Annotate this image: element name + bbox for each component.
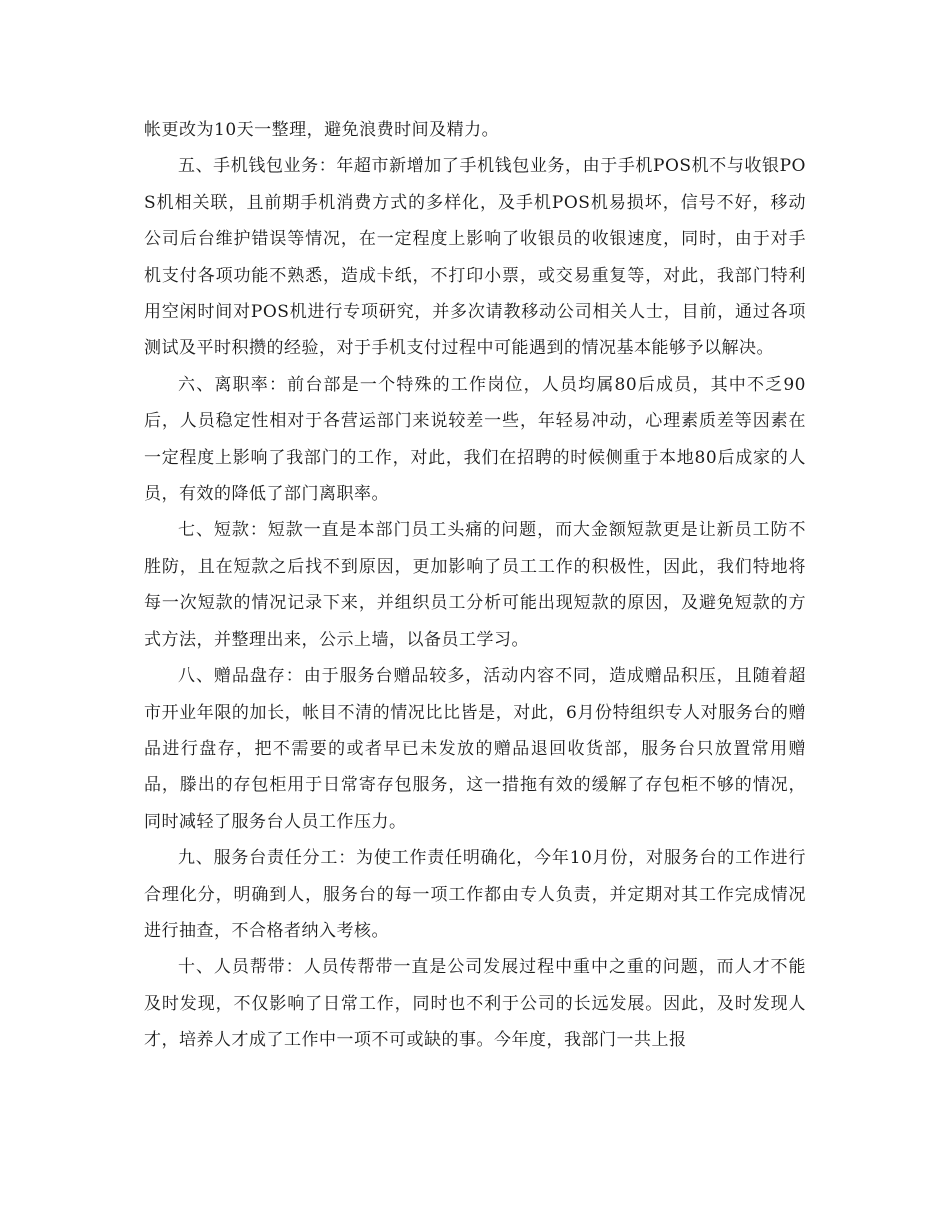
paragraph-mobile-wallet: 五、手机钱包业务：年超市新增加了手机钱包业务，由于手机POS机不与收银POS机相关联，且前期手机消费方式的多样化，及手机POS机易损坏，信号不好，移动公司后台维护错误等情况，在一定程度上影响了收银员的收银速度，同时，由于对手机支付各项功能不熟悉，造成卡纸，不打印小票，或交易重复等，对此，我部门特利用空闲时间对POS机进行专项研究，并多次请教移动公司相关人士，目前，通过各项测试及平时积攒的经验，对于手机支付过程中可能遇到的情况基本能够予以解决。 (144, 156, 806, 359)
paragraph-cash-shortage: 七、短款：短款一直是本部门员工头痛的问题，而大金额短款更是让新员工防不胜防，且在短款之后找不到原因，更加影响了员工工作的积极性，因此，我们特地将每一次短款的情况记录下来，并组织员工分析可能出现短款的原因，及避免短款的方式方法，并整理出来，公示上墙，以备员工学习。 (144, 520, 806, 650)
paragraph-staff-mentoring: 十、人员帮带：人员传帮带一直是公司发展过程中重中之重的问题，而人才不能及时发现，不仅影响了日常工作，同时也不利于公司的长远发展。因此，及时发现人才，培养人才成了工作中一项不可或缺的事。今年度，我部门一共上报 (144, 957, 806, 1051)
paragraph-continuation: 帐更改为10天一整理，避免浪费时间及精力。 (144, 120, 500, 140)
paragraph-turnover-rate: 六、离职率：前台部是一个特殊的工作岗位，人员均属80后成员，其中不乏90后，人员稳定性相对于各营运部门来说较差一些，年轻易冲动，心理素质差等因素在一定程度上影响了我部门的工作，对此，我们在招聘的时候侧重于本地80后成家的人员，有效的降低了部门离职率。 (144, 374, 806, 505)
document-page (144, 112, 806, 1059)
paragraph-gift-inventory: 八、赠品盘存：由于服务台赠品较多，活动内容不同，造成赠品积压，且随着超市开业年限的加长，帐目不清的情况比比皆是，对此，6月份特组织专人对服务台的赠品进行盘存，把不需要的或者早已未发放的赠品退回收货部，服务台只放置常用赠品，滕出的存包柜用于日常寄存包服务，这一措拖有效的缓解了存包柜不够的情况，同时减轻了服务台人员工作压力。 (144, 666, 806, 832)
paragraph-service-desk-duties: 九、服务台责任分工：为使工作责任明确化，今年10月份，对服务台的工作进行合理化分，明确到人，服务台的每一项工作都由专人负责，并定期对其工作完成情况进行抽查，不合格者纳入考核。 (144, 848, 806, 941)
